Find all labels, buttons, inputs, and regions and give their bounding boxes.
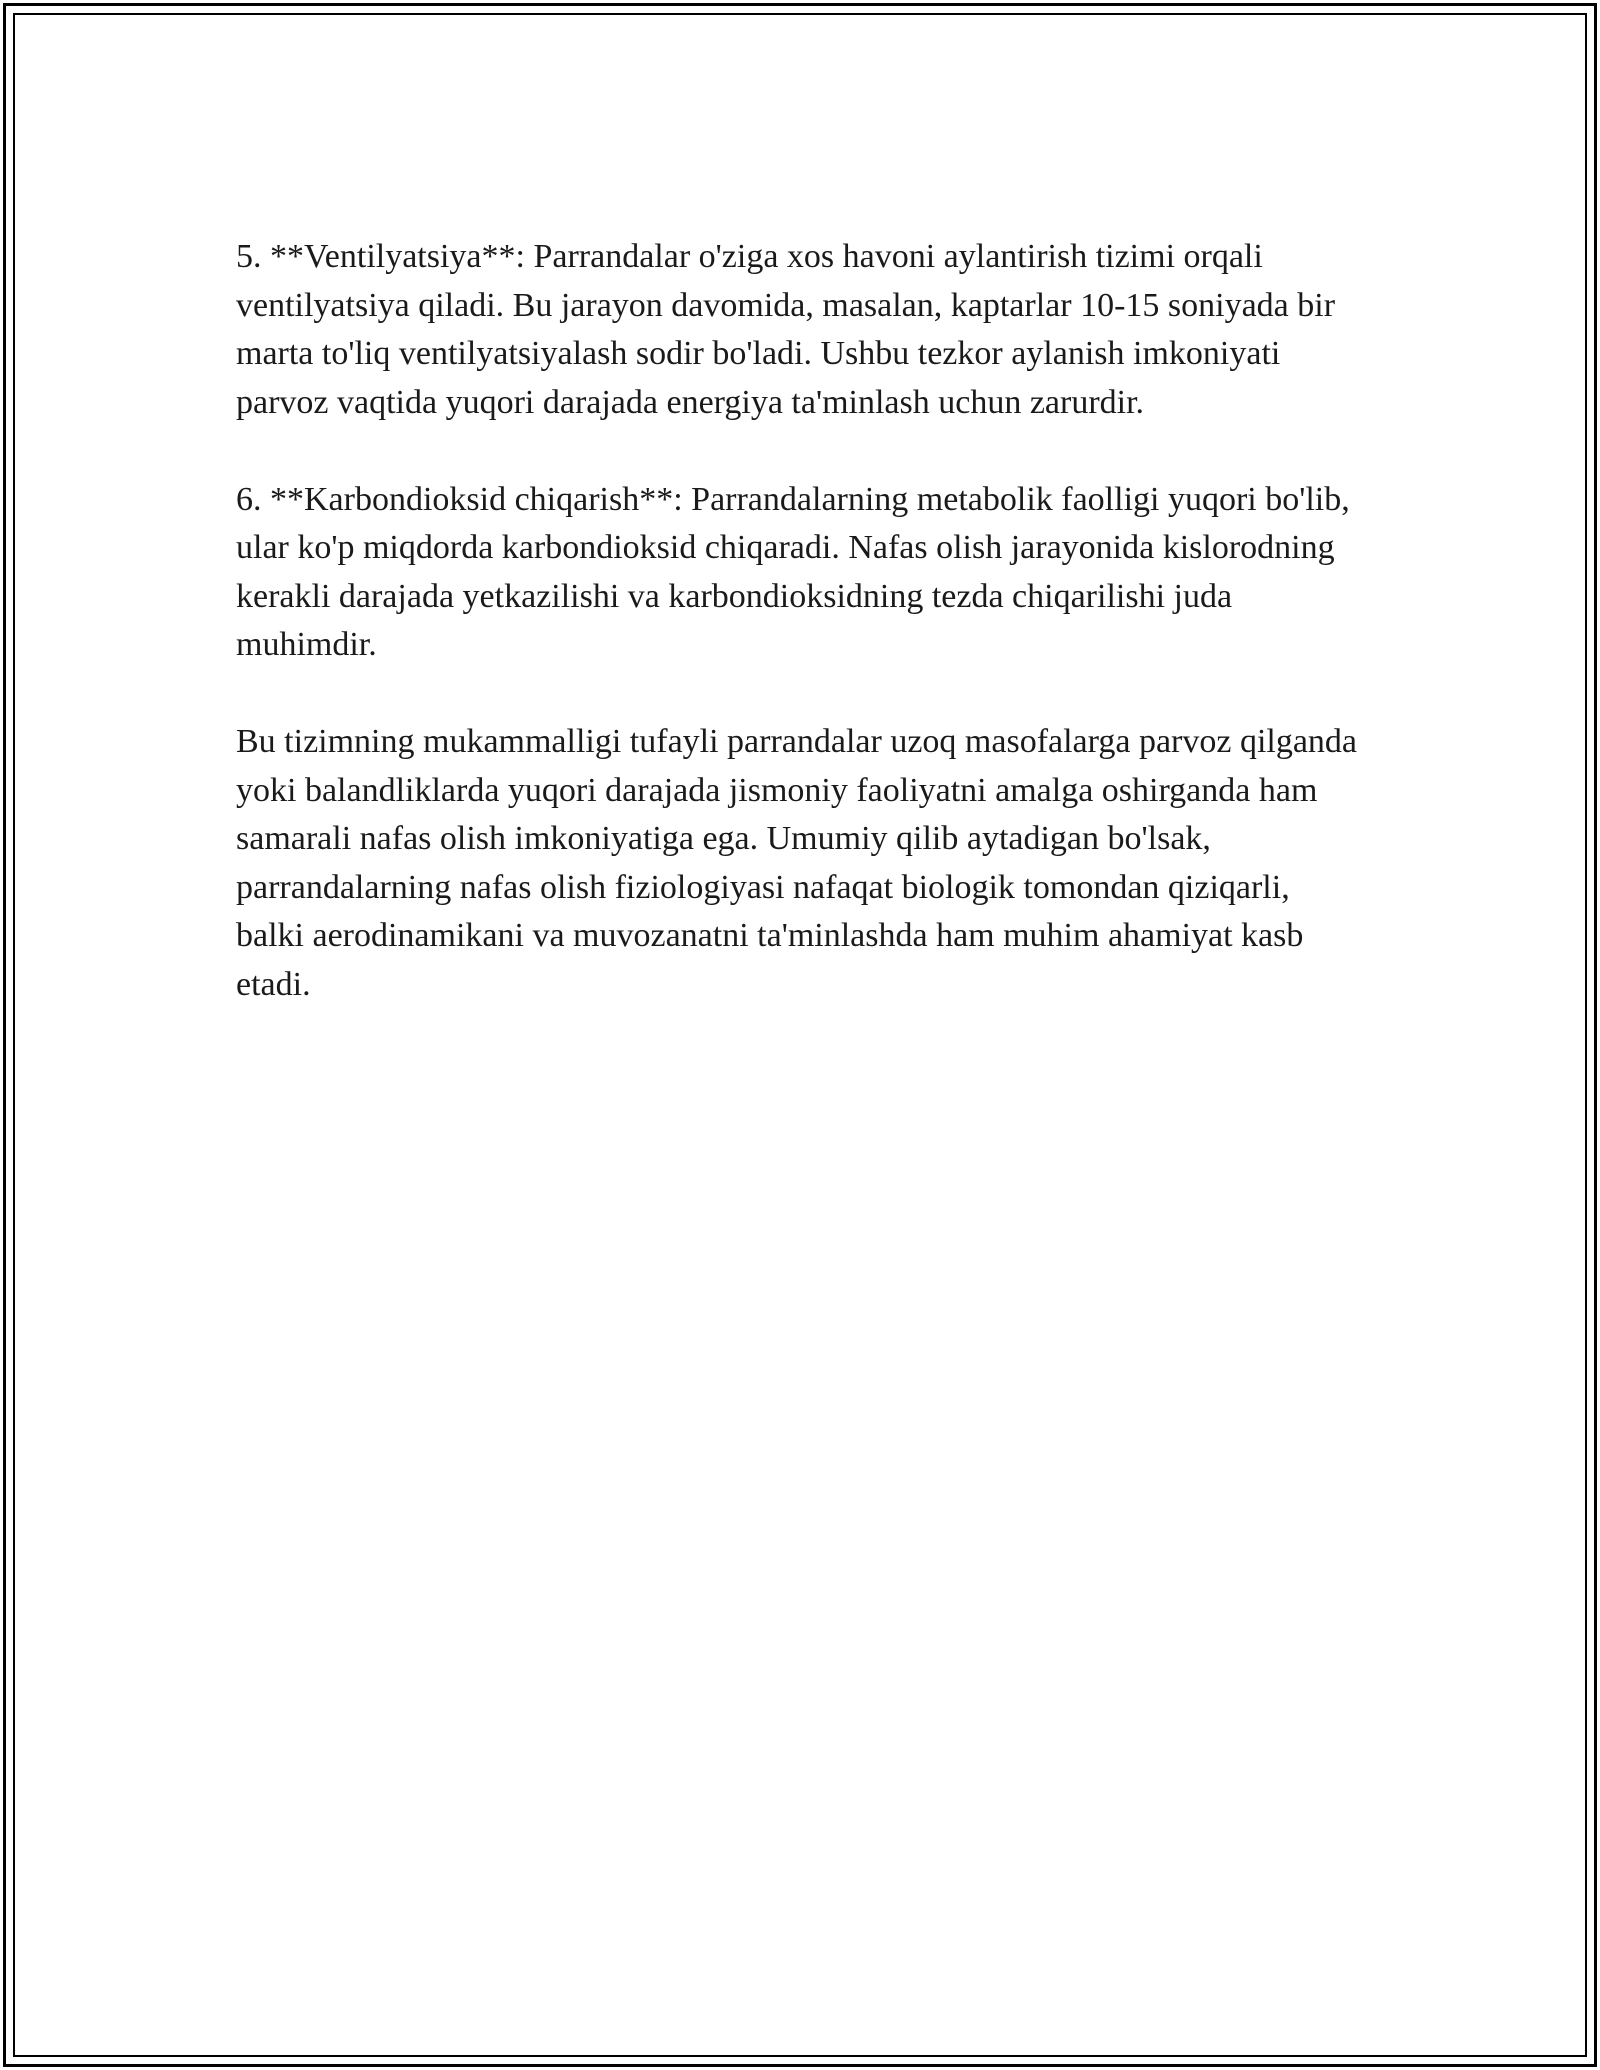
paragraph-conclusion: Bu tizimning mukammalligi tufayli parrandalar uzoq masofalarga parvoz qilganda yoki balandliklarda yuqori darajada jismoniy faoliyatni amalga oshirganda ham samarali nafas olish imkoniyatiga ega. Umumiy qilib aytadigan bo'lsak, parrandalarning nafas olish fiziologiyasi nafaqat biologik tomondan qiziqarli, balki aerodinamikani va muvozanatni ta'minlashda ham muhim ahamiyat kasb etadi. [236,723,1358,1003]
paragraph-ventilation: 5. **Ventilyatsiya**: Parrandalar o'ziga xos havoni aylantirish tizimi orqali ventilyatsiya qiladi. Bu jarayon davomida, masalan, kaptarlar 10-15 soniyada bir marta to'liq ventilyatsiyalash sodir bo'ladi. Ushbu tezkor aylanish imkoniyati parvoz vaqtida yuqori darajada energiya ta'minlash uchun zarurdir. [236,238,1336,421]
paragraph-carbon-dioxide: 6. **Karbondioksid chiqarish**: Parrandalarning metabolik faolligi yuqori bo'lib, ular ko'p miqdorda karbondioksid chiqaradi. Nafas olish jarayonida kislorodning kerakli darajada yetkazilishi va karbondioksidning tezda chiqarilishi juda muhimdir. [236,480,1350,663]
document-body [236,233,1366,1009]
